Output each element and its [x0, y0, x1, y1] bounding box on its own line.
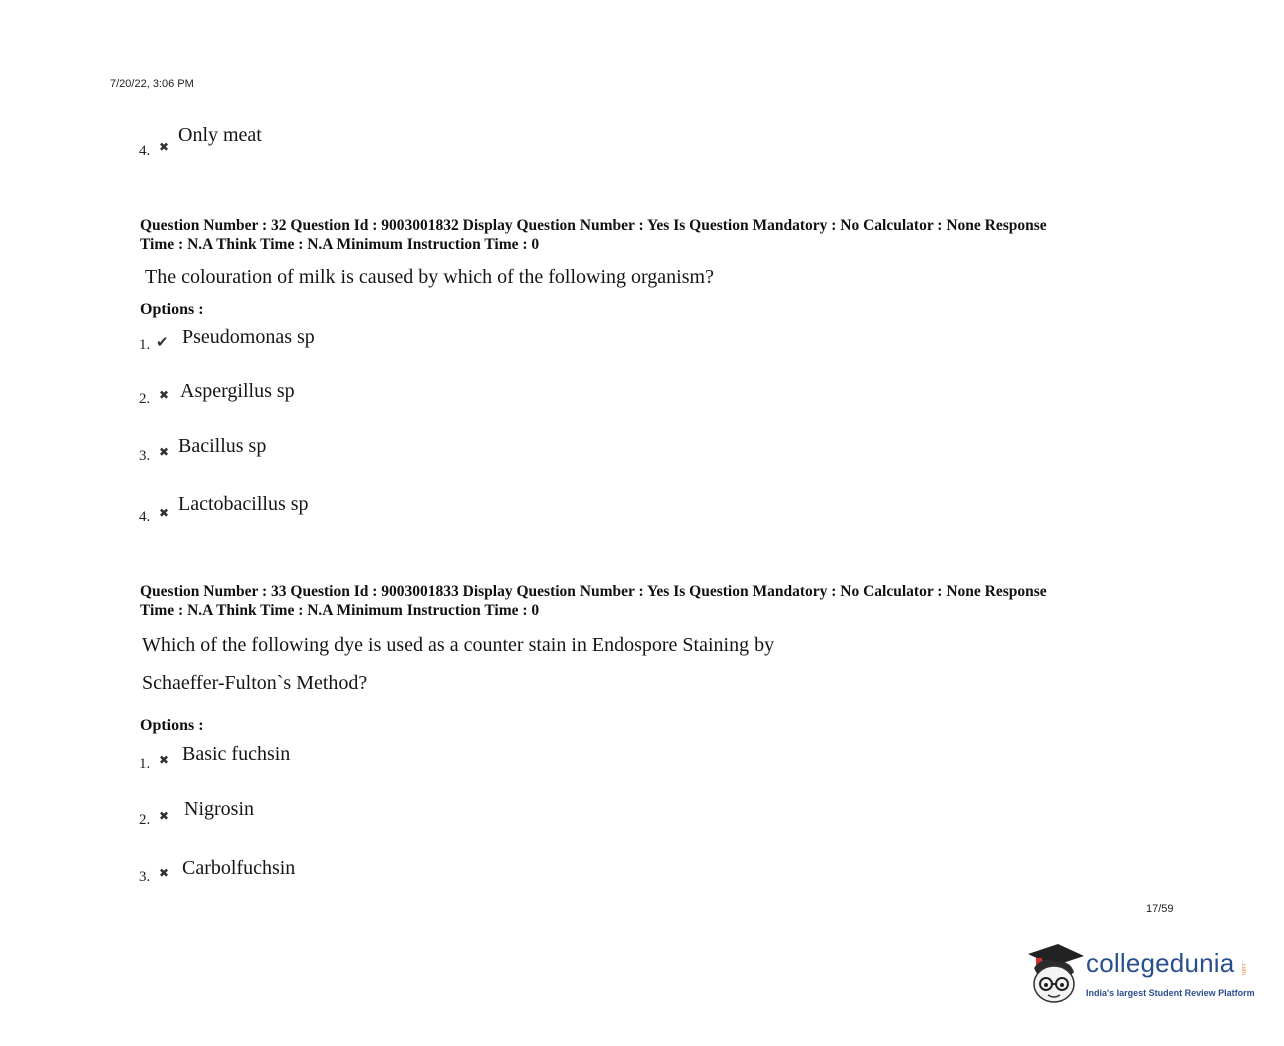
question-meta-line: Question Number : 32 Question Id : 9003001832 Display Question Number : Yes Is Question Mandatory : No Calculator : None Response [140, 217, 1047, 234]
question-meta-line: Time : N.A Think Time : N.A Minimum Instruction Time : 0 [140, 236, 540, 253]
option-text: Only meat [178, 124, 262, 146]
cross-mark-icon: ✖ [159, 445, 170, 459]
question-text: Which of the following dye is used as a counter stain in Endospore Staining by [142, 634, 775, 656]
option-text: Pseudomonas sp [182, 326, 315, 348]
cross-mark-icon: ✖ [159, 140, 170, 154]
options-label: Options : [140, 301, 204, 318]
cross-mark-icon: ✖ [159, 866, 170, 880]
options-label: Options : [140, 717, 204, 734]
cross-mark-icon: ✖ [159, 753, 170, 767]
question-text: Schaeffer-Fulton`s Method? [142, 672, 368, 694]
option-text: Lactobacillus sp [178, 493, 309, 515]
option-number: 4. [139, 143, 151, 159]
option-text: Nigrosin [184, 798, 254, 820]
cross-mark-icon: ✖ [159, 506, 170, 520]
cross-mark-icon: ✖ [159, 388, 170, 402]
option-text: Bacillus sp [178, 435, 267, 457]
question-meta [140, 216, 1170, 254]
question-meta [140, 582, 1170, 620]
check-mark-icon: ✔ [156, 335, 169, 351]
brand-suffix: .com [1240, 962, 1246, 976]
option-text: Carbolfuchsin [182, 857, 296, 879]
question-meta-line: Time : N.A Think Time : N.A Minimum Instruction Time : 0 [140, 602, 540, 619]
option-text: Aspergillus sp [180, 380, 295, 402]
question-text: The colouration of milk is caused by which of the following organism? [145, 266, 714, 288]
option-number: 1. [139, 756, 151, 772]
option-number: 3. [139, 869, 151, 885]
option-number: 3. [139, 448, 151, 464]
brand-name: collegedunia [1086, 948, 1235, 978]
page-number: 17/59 [1146, 903, 1174, 915]
option-number: 2. [139, 812, 151, 828]
mascot-logo-icon [1024, 938, 1088, 1010]
question-meta-line: Question Number : 33 Question Id : 9003001833 Display Question Number : Yes Is Question Mandatory : No Calculator : None Response [140, 583, 1047, 600]
option-number: 4. [139, 509, 151, 525]
option-text: Basic fuchsin [182, 743, 291, 765]
cross-mark-icon: ✖ [159, 809, 170, 823]
option-number: 2. [139, 391, 151, 407]
print-timestamp: 7/20/22, 3:06 PM [110, 78, 194, 90]
option-number: 1. [139, 337, 151, 353]
brand-tagline: India's largest Student Review Platform [1086, 988, 1255, 998]
